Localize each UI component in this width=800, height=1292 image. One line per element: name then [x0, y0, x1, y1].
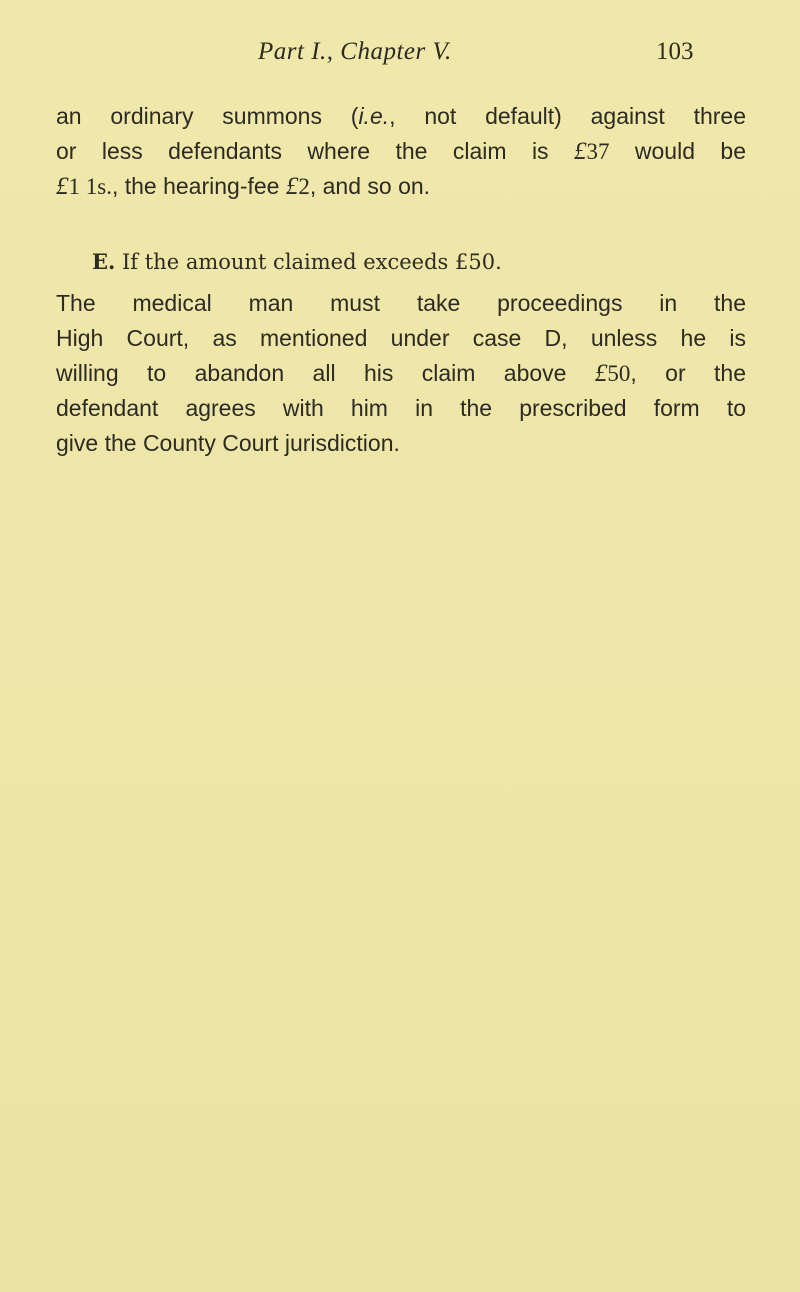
paragraph [56, 286, 746, 461]
running-title: Part I., Chapter V. [258, 38, 452, 65]
text-run: , or the [630, 360, 746, 386]
pound-sign: £ [573, 138, 587, 165]
pound-sign: £ [285, 173, 299, 200]
paragraph-continuation [56, 99, 746, 204]
page-number: 103 [656, 38, 694, 65]
text-run: or less defendants where the claim is [56, 138, 574, 164]
text-run: an ordinary summons ( [56, 103, 359, 129]
text-run: , not default) against three [389, 103, 746, 129]
text-run: would be [609, 138, 746, 164]
amount: 37 [586, 139, 610, 164]
text-line: High Court, as mentioned under case D, unless he is [56, 325, 746, 351]
italic-abbreviation: i.e. [358, 103, 390, 129]
text-line [56, 356, 746, 391]
text-line: defendant agrees with him in the prescribed form to [56, 395, 746, 421]
text-line [56, 134, 746, 169]
text-line: give the County Court jurisdiction. [56, 430, 400, 456]
section-heading [92, 249, 502, 274]
amount: 50 [607, 361, 631, 386]
text-line: The medical man must take proceedings in the [56, 290, 746, 316]
pound-sign: £ [56, 173, 69, 200]
amount: 2 [298, 174, 310, 199]
pound-sign: £ [594, 360, 608, 387]
section-title: If the amount claimed exceeds £50. [115, 250, 502, 274]
text-line [56, 169, 746, 204]
text-line [56, 99, 746, 134]
amount: 1 1s. [68, 174, 112, 199]
section-label: E. [92, 249, 116, 274]
page-header [0, 38, 800, 78]
text-run: willing to abandon all his claim above [56, 360, 595, 386]
text-run: , the hearing-fee [111, 173, 286, 199]
text-run: , and so on. [309, 173, 431, 199]
